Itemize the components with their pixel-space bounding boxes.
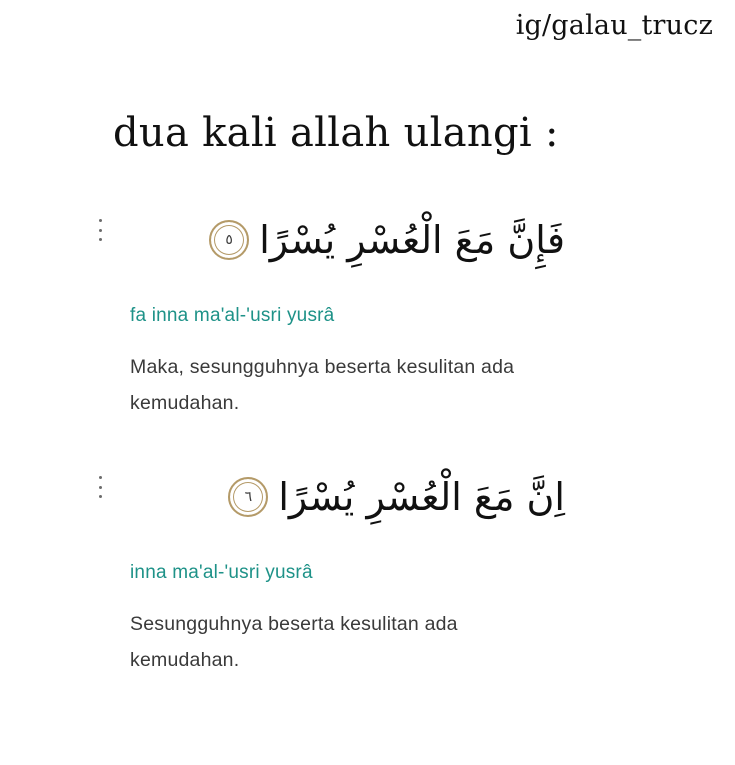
- menu-dot: [99, 219, 102, 222]
- menu-dot: [99, 486, 102, 489]
- transliteration: inna ma'al-'usri yusrâ: [130, 562, 313, 583]
- translation: Maka, sesungguhnya beserta kesulitan ada kemudahan.: [130, 356, 515, 414]
- arabic-text: فَإِنَّ مَعَ الْعُسْرِ يُسْرًا: [259, 218, 565, 262]
- menu-dot: [99, 229, 102, 232]
- headline: dua kali allah ulangi :: [113, 110, 559, 156]
- transliteration: fa inna ma'al-'usri yusrâ: [130, 305, 335, 326]
- arabic-verse: [209, 205, 565, 275]
- menu-dot: [99, 476, 102, 479]
- arabic-text: اِنَّ مَعَ الْعُسْرِ يُسْرًا: [278, 475, 565, 519]
- more-vertical-icon[interactable]: [94, 219, 106, 241]
- ayah-number-marker: ٥: [209, 220, 249, 260]
- ayah-number-marker: ٦: [228, 477, 268, 517]
- more-vertical-icon[interactable]: [94, 476, 106, 498]
- translation: Sesungguhnya beserta kesulitan ada kemudahan.: [130, 613, 458, 671]
- watermark-handle: ig/galau_trucz: [515, 10, 713, 41]
- arabic-verse: [228, 462, 565, 532]
- menu-dot: [99, 495, 102, 498]
- menu-dot: [99, 238, 102, 241]
